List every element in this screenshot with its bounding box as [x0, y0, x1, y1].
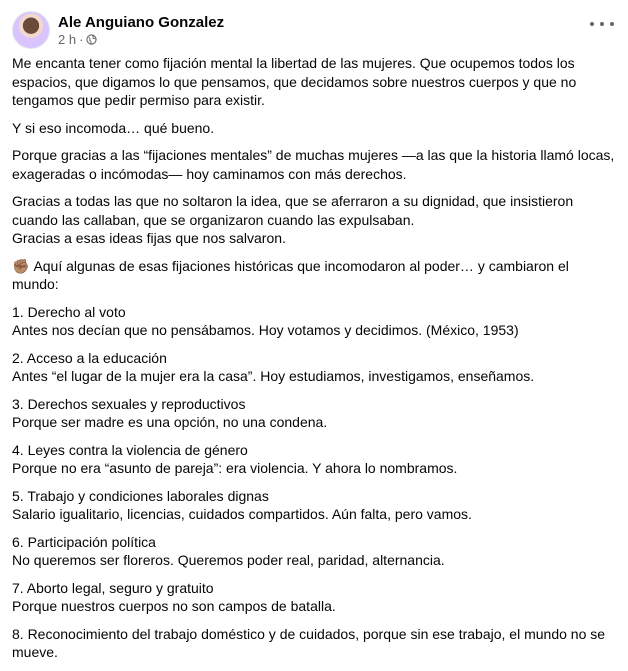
paragraph-line — [12, 257, 616, 294]
paragraph-line: No queremos ser floreros. Queremos poder real, paridad, alternancia. — [12, 552, 445, 568]
post-meta — [58, 13, 224, 48]
paragraph-line: Porque nuestros cuerpos no son campos de batalla. — [12, 598, 336, 614]
post-paragraph — [12, 395, 616, 432]
ellipsis-dot — [610, 22, 614, 26]
time-separator: · — [79, 31, 84, 47]
paragraph-line: Me encanta tener como fijación mental la libertad de las mujeres. Que ocupemos todos los espacios, que digamos lo que pensamos, que decidamos sobre nuestros cuerpos y que no tengamos que pedir permiso para existir. — [12, 55, 577, 108]
paragraph-line: 3. Derechos sexuales y reproductivos — [12, 395, 246, 412]
post-paragraph — [12, 146, 616, 183]
post-paragraph — [12, 625, 616, 662]
post-paragraph — [12, 579, 616, 616]
paragraph-line: Y si eso incomoda… qué bueno. — [12, 119, 215, 136]
ellipsis-icon — [590, 22, 594, 26]
author-name[interactable]: Ale Anguiano Gonzalez — [58, 13, 225, 31]
post-paragraph — [12, 533, 616, 570]
paragraph-line: 5. Trabajo y condiciones laborales dignas — [12, 487, 269, 504]
paragraph-line: Porque no era “asunto de pareja”: era violencia. Y ahora lo nombramos. — [12, 460, 458, 476]
post-paragraph — [12, 487, 616, 524]
post-paragraph — [12, 303, 616, 340]
paragraph-line: Porque gracias a las “fijaciones mentales” de muchas mujeres —a las que la historia llamó locas, exageradas o incómodas— hoy caminamos con más derechos. — [12, 147, 615, 182]
more-options-button[interactable] — [590, 16, 614, 32]
post-paragraph — [12, 441, 616, 478]
time-text[interactable]: 2 h — [58, 31, 77, 47]
paragraph-line: Porque ser madre es una opción, no una condena. — [12, 414, 328, 430]
ellipsis-dot — [600, 22, 604, 26]
paragraph-line: Antes nos decían que no pensábamos. Hoy votamos y decidimos. (México, 1953) — [12, 322, 519, 338]
post-paragraph — [12, 119, 616, 138]
raised-fist-icon: ✊🏽 — [12, 257, 30, 274]
paragraph-line: Gracias a todas las que no soltaron la idea, que se aferraron a su dignidad, que insistieron cuando las callaban, que se organizaron cuando las expulsaban. — [12, 193, 574, 228]
paragraph-line: 6. Participación política — [12, 533, 156, 550]
post-paragraph — [12, 192, 616, 248]
paragraph-line: 4. Leyes contra la violencia de género — [12, 441, 248, 458]
post-content — [12, 54, 616, 671]
post-header — [12, 10, 224, 50]
paragraph-line: 1. Derecho al voto — [12, 303, 126, 320]
globe-icon[interactable] — [86, 34, 97, 45]
post-timestamp — [58, 32, 224, 48]
paragraph-text: Aquí algunas de esas fijaciones históricas que incomodaron al poder… y cambiaron el mundo: — [12, 257, 569, 292]
author-avatar[interactable] — [12, 11, 50, 49]
paragraph-line: Salario igualitario, licencias, cuidados compartidos. Aún falta, pero vamos. — [12, 506, 472, 522]
paragraph-line: 2. Acceso a la educación — [12, 349, 167, 366]
paragraph-line: Gracias a esas ideas fijas que nos salvaron. — [12, 230, 286, 246]
post-paragraph — [12, 257, 616, 294]
paragraph-line: Antes “el lugar de la mujer era la casa”. Hoy estudiamos, investigamos, enseñamos. — [12, 368, 535, 384]
paragraph-line: 7. Aborto legal, seguro y gratuito — [12, 579, 214, 596]
paragraph-line: 8. Reconocimiento del trabajo doméstico y de cuidados, porque sin ese trabajo, el mundo no se mueve. — [12, 625, 606, 660]
post-paragraph — [12, 349, 616, 386]
post-paragraph — [12, 54, 616, 110]
